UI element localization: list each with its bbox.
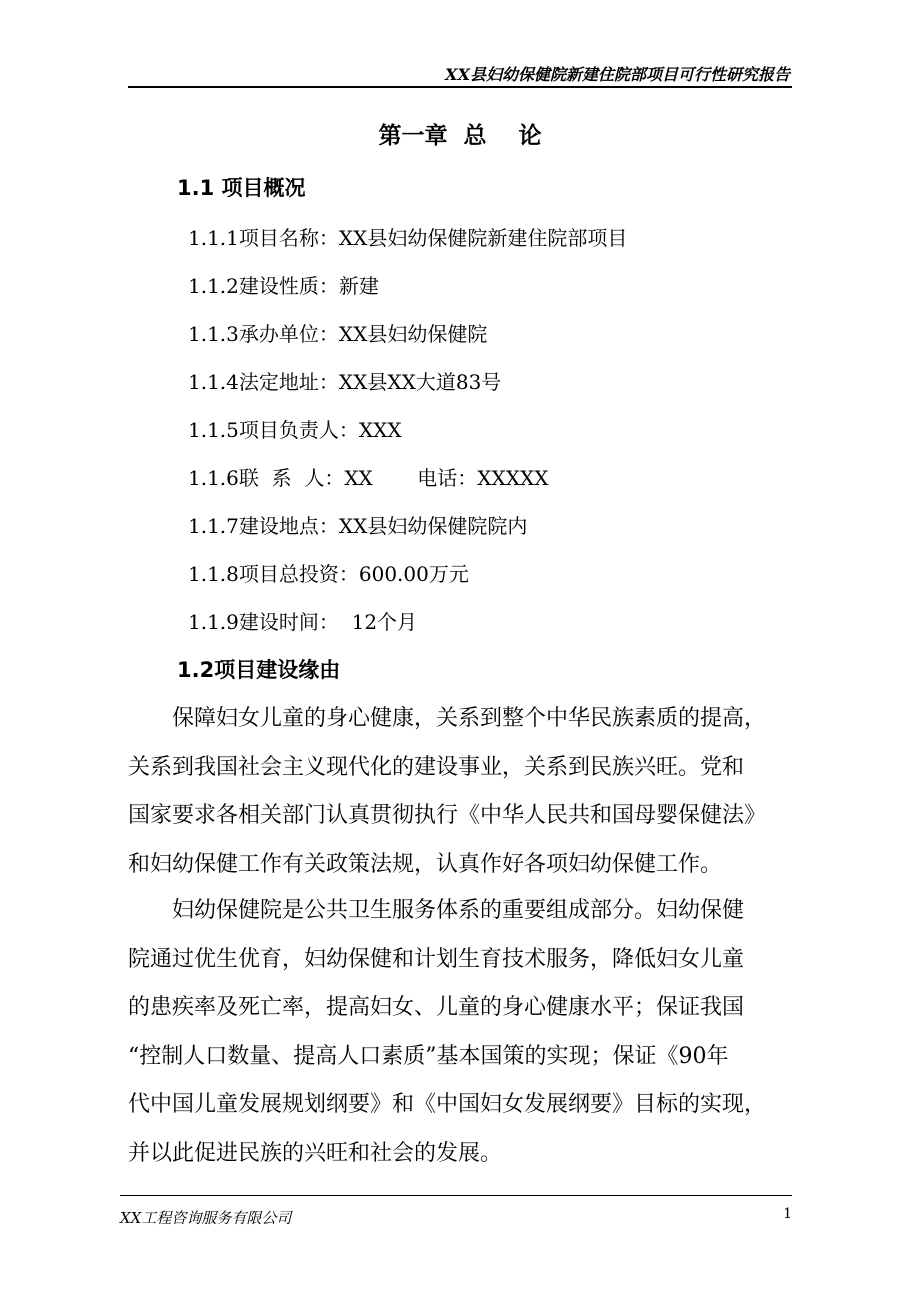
paragraph-2: [128, 887, 792, 1178]
project-leader-item: 1.1.5项目负责人：XXX: [188, 418, 402, 442]
paragraph-line: 代中国儿童发展规划纲要》和《中国妇女发展纲要》目标的实现，: [128, 1092, 767, 1117]
total-investment-item: 1.1.8项目总投资：600.00万元: [188, 562, 469, 586]
paragraph-1: [128, 695, 792, 889]
paragraph-line: 妇幼保健院是公共卫生服务体系的重要组成部分。妇幼保健: [128, 898, 745, 923]
project-name-item: 1.1.1项目名称：XX县妇幼保健院新建住院部项目: [188, 226, 628, 250]
footer-company: XX工程咨询服务有限公司: [120, 1209, 292, 1227]
paragraph-line: 和妇幼保健工作有关政策法规，认真作好各项妇幼保健工作。: [128, 851, 723, 877]
legal-address-item: 1.1.4法定地址：XX县XX大道83号: [188, 370, 502, 394]
paragraph-line: 国家要求各相关部门认真贯彻执行《中华人民共和国母婴保健法》: [128, 803, 767, 828]
paragraph-line: 关系到我国社会主义现代化的建设事业，关系到民族兴旺。党和: [128, 754, 745, 780]
construction-site-item: 1.1.7建设地点：XX县妇幼保健院院内: [188, 514, 528, 538]
section-heading-1-2: 1.2项目建设缘由: [177, 658, 341, 682]
paragraph-line: “控制人口数量、提高人口素质”基本国策的实现；保证《90年: [128, 1043, 729, 1069]
chapter-title: 第一章 总 论: [378, 123, 542, 149]
contact-item: 1.1.6联 系 人：XX 电话：XXXXX: [188, 466, 549, 490]
page-number: 1: [783, 1206, 792, 1222]
paragraph-line: 的患疾率及死亡率，提高妇女、儿童的身心健康水平；保证我国: [128, 995, 745, 1020]
construction-time-item: 1.1.9建设时间： 12个月: [188, 610, 418, 634]
paragraph-line: 院通过优生优育，妇幼保健和计划生育技术服务，降低妇女儿童: [128, 946, 745, 972]
header-divider: [128, 86, 792, 88]
organizer-item: 1.1.3承办单位：XX县妇幼保健院: [188, 322, 488, 346]
paragraph-line: 并以此促进民族的兴旺和社会的发展。: [128, 1140, 503, 1166]
footer-divider: [120, 1195, 792, 1196]
construction-nature-item: 1.1.2建设性质：新建: [188, 274, 379, 298]
section-heading-1-1: 1.1 项目概况: [177, 176, 306, 200]
paragraph-line: 保障妇女儿童的身心健康，关系到整个中华民族素质的提高，: [128, 706, 767, 731]
header-title: XX县妇幼保健院新建住院部项目可行性研究报告: [445, 65, 790, 84]
